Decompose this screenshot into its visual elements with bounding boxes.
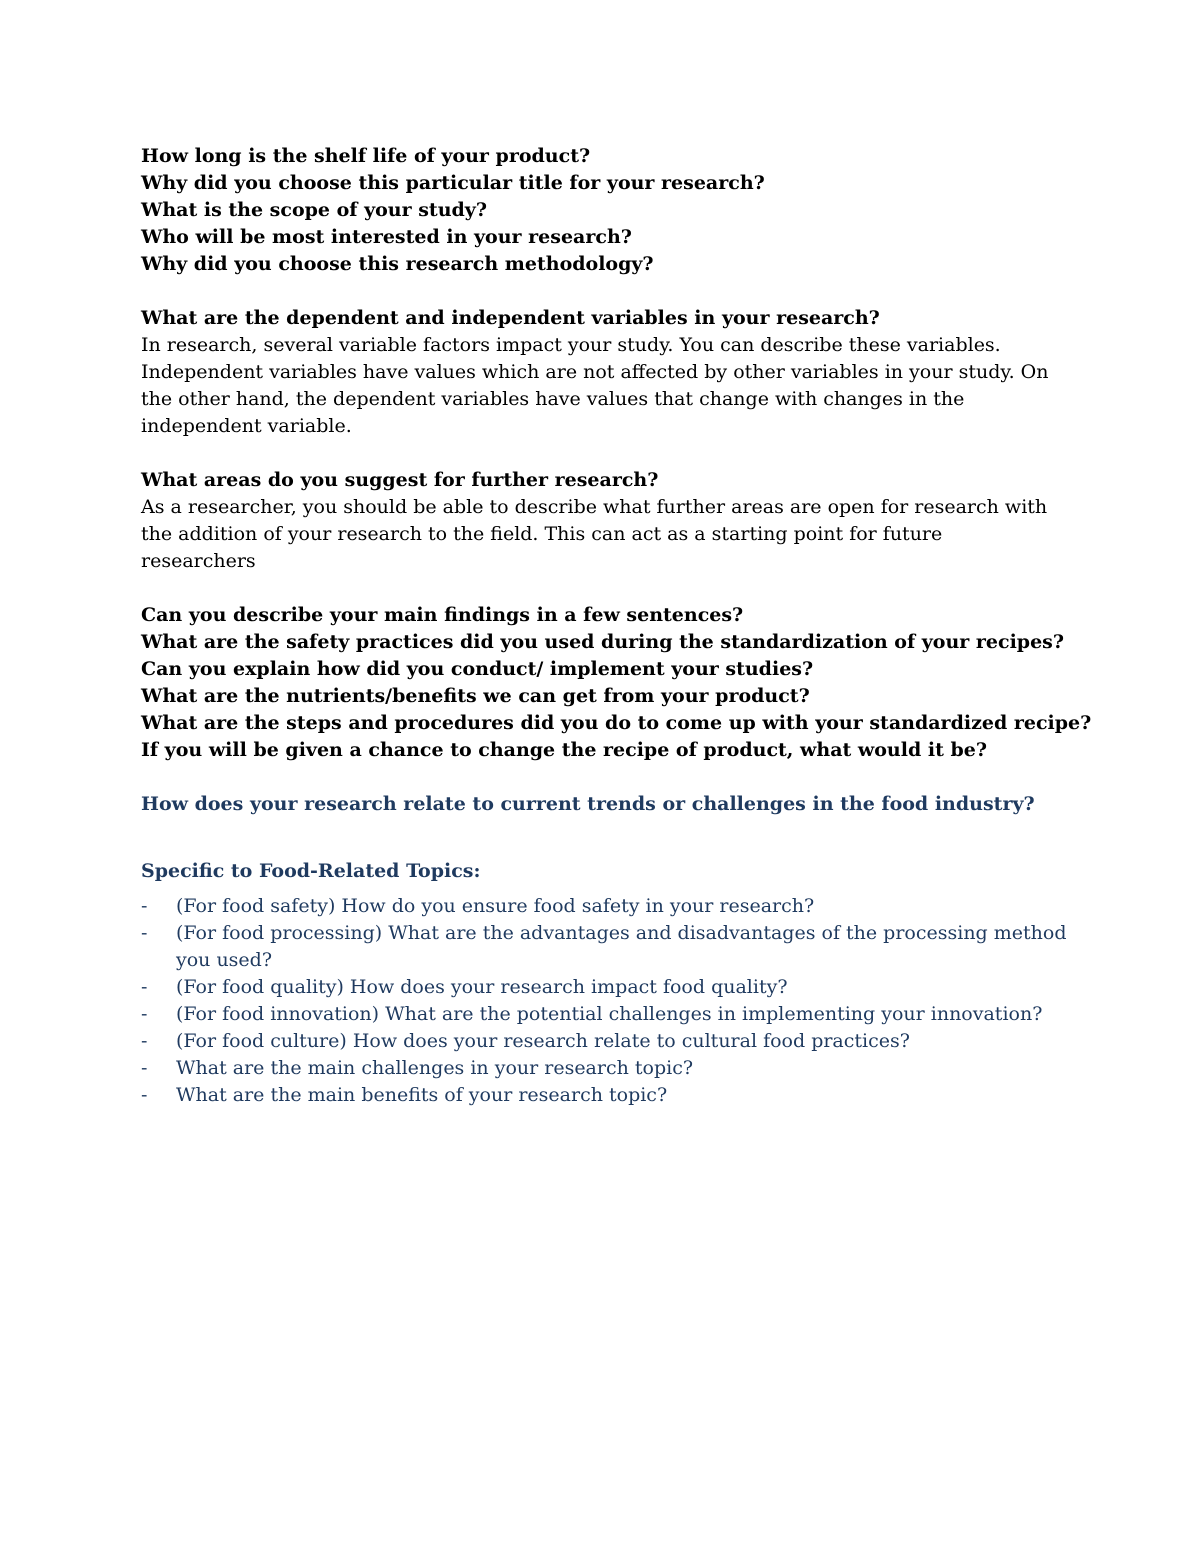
questions-group-1 [141,143,1071,278]
question-scope: What is the scope of your study? [141,199,487,221]
bullet-dash: - [141,895,148,917]
bullet-dash: - [141,1084,148,1106]
answer-further-research: As a researcher, you should be able to describe what further areas are open for research with the addition of your research to the field. This can act as a starting point for future researchers [141,496,1048,572]
question-audience: Who will be most interested in your research? [141,226,632,248]
question-trends: How does your research relate to current trends or challenges in the food industry? [141,793,1035,815]
spacer [141,278,1071,305]
question-nutrients: What are the nutrients/benefits we can get from your product? [141,685,810,707]
list-item: - (For food innovation) What are the potential challenges in implementing your innovation? [141,1001,1076,1028]
spacer [141,440,1071,467]
question-main-findings: Can you describe your main findings in a few sentences? [141,604,744,626]
question-further-research: What areas do you suggest for further research? [141,469,659,491]
list-item: - What are the main challenges in your research topic? [141,1055,1076,1082]
bullet-dash: - [141,922,148,944]
bullet-dash: - [141,1003,148,1025]
further-research-section [141,467,1071,575]
spacer [141,575,1071,602]
food-topics-heading: Specific to Food-Related Topics: [141,860,481,882]
question-conduct-studies: Can you explain how did you conduct/ implement your studies? [141,658,814,680]
spacer [141,764,1071,791]
bullet-dash: - [141,1057,148,1079]
question-shelf-life: How long is the shelf life of your product? [141,145,591,167]
list-item: - (For food processing) What are the advantages and disadvantages of the processing method you used? [141,922,1067,971]
question-change-recipe: If you will be given a chance to change the recipe of product, what would it be? [141,739,987,761]
document-body [141,143,1092,1109]
question-steps-procedures: What are the steps and procedures did you do to come up with your standardized recipe? [141,712,1092,734]
question-safety-practices: What are the safety practices did you used during the standardization of your recipes? [141,631,1064,653]
questions-group-2 [141,602,1092,764]
food-topics-list [141,893,1071,1109]
variables-section [141,305,1071,440]
list-item: - What are the main benefits of your research topic? [141,1082,1076,1109]
food-topics-section [141,858,1071,1109]
question-methodology: Why did you choose this research methodology? [141,253,654,275]
bullet-dash: - [141,976,148,998]
list-item: - (For food culture) How does your research relate to cultural food practices? [141,1028,1076,1055]
question-variables: What are the dependent and independent variables in your research? [141,307,880,329]
answer-variables: In research, several variable factors impact your study. You can describe these variables. Independent variables have values which are not affected by other variables in your study. On the other hand, the dependent variables have values that change with changes in the independent variable. [141,334,1049,437]
bullet-dash: - [141,1030,148,1052]
list-item: - (For food safety) How do you ensure food safety in your research? [141,893,1076,920]
list-item: - (For food quality) How does your research impact food quality? [141,974,1076,1001]
spacer [141,818,1071,858]
question-title-choice: Why did you choose this particular title for your research? [141,172,765,194]
